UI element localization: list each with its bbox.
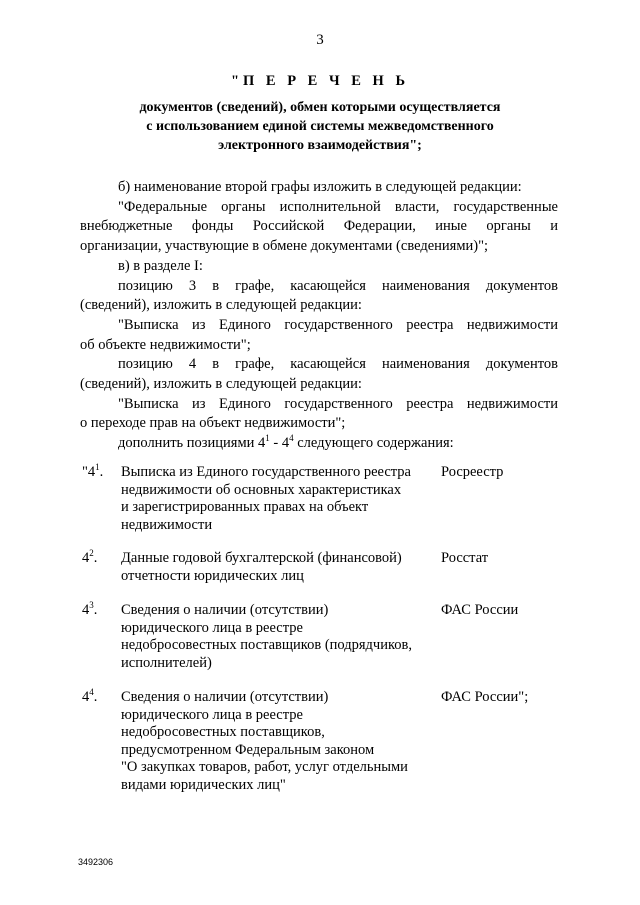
row-number: $4^2$. <box>82 548 98 566</box>
paragraph-pos3-line2: (сведений), изложить в следующей редакции: <box>80 297 362 314</box>
row-description: Сведения о наличии (отсутствии) юридического лица в реестре недобросовестных поставщиков (подрядчиков, исполнителей) <box>121 602 412 671</box>
paragraph-pos4-line2: (сведений), изложить в следующей редакции: <box>80 376 362 393</box>
list-subtitle <box>0 98 640 155</box>
row-description: Сведения о наличии (отсутствии) юридического лица в реестре недобросовестных поставщиков, предусмотренном Федеральным законом "О закупках товаров, работ, услуг отдельными видами юридических лиц" <box>121 689 408 793</box>
paragraph-federal-line1: "Федеральные органы исполнительной власти, государственные <box>118 198 558 215</box>
paragraph-v: в) в разделе I: <box>118 257 203 274</box>
subtitle-line: электронного взаимодействия"; <box>218 138 422 153</box>
paragraph-pos3-line1: позицию 3 в графе, касающейся наименования документов <box>118 277 558 294</box>
list-title: "П Е Р Е Ч Е Н Ь <box>230 73 410 89</box>
subtitle-line: с использованием единой системы межведомственного <box>146 119 494 134</box>
paragraph-pos4-line1: позицию 4 в графе, касающейся наименования документов <box>118 356 558 373</box>
paragraph-extract3-line2: об объекте недвижимости"; <box>80 336 251 353</box>
paragraph-extract4-line2: о переходе прав на объект недвижимости"; <box>80 415 346 432</box>
row-description: Данные годовой бухгалтерской (финансовой) отчетности юридических лиц <box>121 550 402 584</box>
paragraph-extract4-line1: "Выписка из Единого государственного реестра недвижимости <box>118 395 558 412</box>
row-number: $4^3$. <box>82 600 98 618</box>
row-number: $4^4$. <box>82 687 98 705</box>
paragraph-b: б) наименование второй графы изложить в следующей редакции: <box>118 179 522 195</box>
subtitle-line: документов (сведений), обмен которыми осуществляется <box>139 100 501 115</box>
page-number: 3 <box>316 32 324 48</box>
paragraph-extract3-line1: "Выписка из Единого государственного реестра недвижимости <box>118 316 558 333</box>
row-agency: Росреестр <box>441 464 504 480</box>
paragraph-federal-line3: организации, участвующие в обмене документами (сведениями)"; <box>80 238 489 255</box>
row-description: Выписка из Единого государственного реестра недвижимости об основных характеристиках и зарегистрированных правах на объект недвижимости <box>121 464 411 533</box>
paragraph-federal-line2: внебюджетные фонды Российской Федерации, иные органы и <box>80 218 558 235</box>
row-agency: ФАС России"; <box>441 689 529 705</box>
row-agency: Росстат <box>441 550 489 566</box>
row-number: "$4^1$. <box>82 462 104 480</box>
row-agency: ФАС России <box>441 602 519 618</box>
paragraph-add-positions: дополнить позициями $4^1 - 4^4$ следующего содержания: <box>118 433 454 452</box>
amendment-text <box>80 178 558 454</box>
document-id: 3492306 <box>78 857 114 867</box>
